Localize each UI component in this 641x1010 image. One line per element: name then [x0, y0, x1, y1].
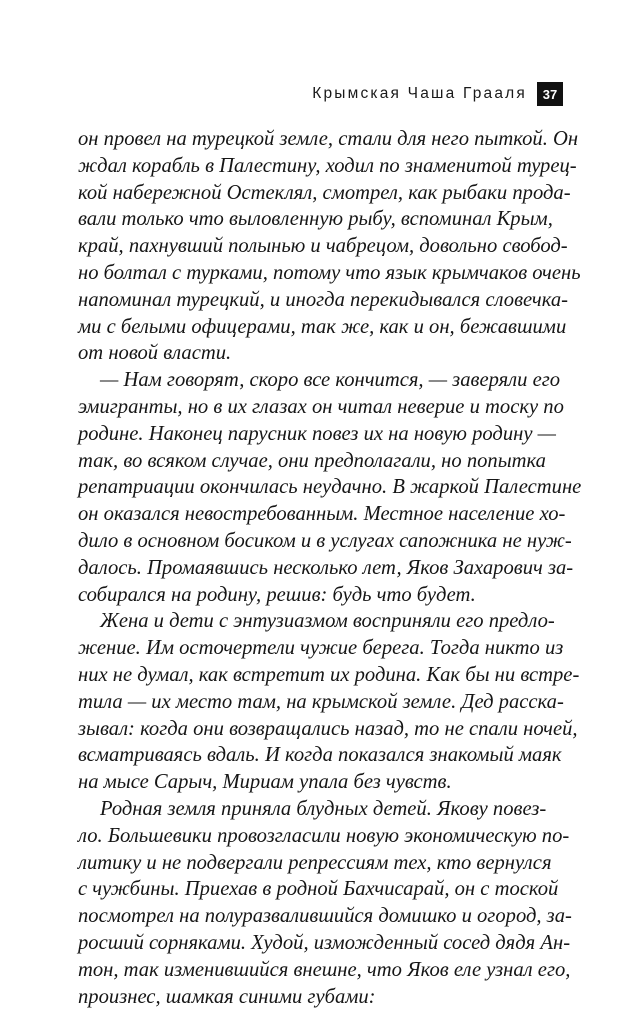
text-line: родине. Наконец парусник повез их на новую родину — — [78, 421, 543, 448]
page-number: 37 — [537, 82, 563, 106]
text-line: Жена и дети с энтузиазмом восприняли его предло- — [78, 608, 543, 635]
text-line: ждал корабль в Палестину, ходил по знаменитой турец- — [78, 153, 543, 180]
text-line: ло. Большевики провозгласили новую экономическую по- — [78, 823, 543, 850]
text-line: эмигранты, но в их глазах он читал неверие и тоску по — [78, 394, 543, 421]
text-line: кой набережной Остеклял, смотрел, как рыбаки прода- — [78, 180, 543, 207]
text-line: всматриваясь вдаль. И когда показался знакомый маяк — [78, 742, 543, 769]
paragraph — [78, 796, 543, 1010]
text-line: литику и не подвергали репрессиям тех, кто вернулся — [78, 850, 543, 877]
text-line: росший сорняками. Худой, изможденный сосед дядя Ан- — [78, 930, 543, 957]
text-line: посмотрел на полуразвалившийся домишко и огород, за- — [78, 903, 543, 930]
text-line: Родная земля приняла блудных детей. Якову повез- — [78, 796, 543, 823]
text-line: край, пахнувший полынью и чабрецом, довольно свобод- — [78, 233, 543, 260]
body-text — [78, 126, 543, 1010]
text-line: репатриации окончилась неудачно. В жаркой Палестине — [78, 474, 543, 501]
paragraph — [78, 608, 543, 796]
text-line: напоминал турецкий, и иногда перекидывался словечка- — [78, 287, 543, 314]
text-line: но болтал с турками, потому что язык крымчаков очень — [78, 260, 543, 287]
text-line: он оказался невостребованным. Местное население хо- — [78, 501, 543, 528]
paragraph — [78, 126, 543, 367]
text-line: жение. Им осточертели чужие берега. Тогда никто из — [78, 635, 543, 662]
text-line: зывал: когда они возвращались назад, то не спали ночей, — [78, 716, 543, 743]
text-line: собирался на родину, решив: будь что будет. — [78, 582, 543, 609]
text-line: от новой власти. — [78, 340, 543, 367]
running-header — [312, 82, 563, 106]
text-line: он провел на турецкой земле, стали для него пыткой. Он — [78, 126, 543, 153]
text-line: них не думал, как встретит их родина. Как бы ни встре- — [78, 662, 543, 689]
text-line: тон, так изменившийся внешне, что Яков еле узнал его, — [78, 957, 543, 984]
text-line: вали только что выловленную рыбу, вспоминал Крым, — [78, 206, 543, 233]
text-line: — Нам говорят, скоро все кончится, — заверяли его — [78, 367, 543, 394]
text-line: произнес, шамкая синими губами: — [78, 984, 543, 1010]
text-line: далось. Промаявшись несколько лет, Яков Захарович за- — [78, 555, 543, 582]
text-line: ми с белыми офицерами, так же, как и он, бежавшими — [78, 314, 543, 341]
text-line: на мысе Сарыч, Мириам упала без чувств. — [78, 769, 543, 796]
text-line: дило в основном босиком и в услугах сапожника не нуж- — [78, 528, 543, 555]
text-line: с чужбины. Приехав в родной Бахчисарай, он с тоской — [78, 876, 543, 903]
running-title: Крымская Чаша Грааля — [312, 85, 527, 103]
text-line: так, во всяком случае, они предполагали, но попытка — [78, 448, 543, 475]
text-line: тила — их место там, на крымской земле. Дед расска- — [78, 689, 543, 716]
paragraph — [78, 367, 543, 608]
